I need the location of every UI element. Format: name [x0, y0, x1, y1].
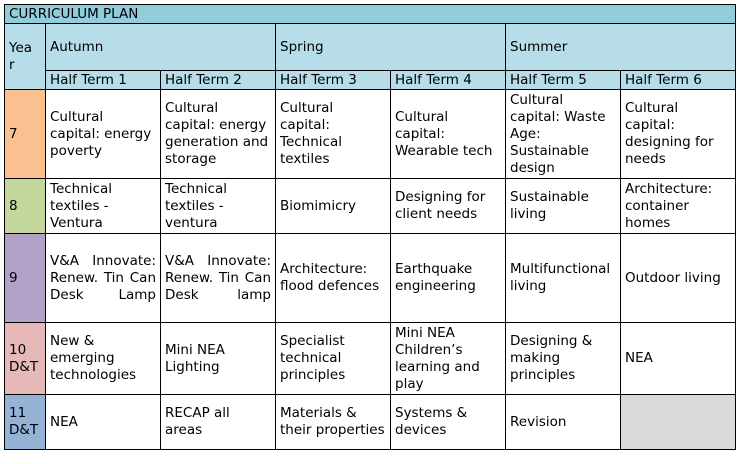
topic-cell: Biomimicry — [276, 179, 391, 234]
topic-cell: RECAP all areas — [161, 395, 276, 450]
year-cell: 10 D&T — [5, 323, 46, 395]
topic-cell: Materials & their properties — [276, 395, 391, 450]
topic-cell: Cultural capital: Wearable tech — [391, 90, 506, 179]
half-term-5: Half Term 5 — [506, 71, 621, 90]
topic-cell: Technical textiles - Ventura — [46, 179, 161, 234]
curriculum-plan-table — [4, 4, 736, 450]
table-row — [5, 179, 736, 234]
table-row — [5, 234, 736, 323]
half-term-2: Half Term 2 — [161, 71, 276, 90]
topic-cell: Technical textiles - ventura — [161, 179, 276, 234]
topic-cell: Sustainable living — [506, 179, 621, 234]
half-term-6: Half Term 6 — [621, 71, 736, 90]
topic-cell: Earthquake engineering — [391, 234, 506, 323]
topic-cell: Cultural capital: Waste Age: Sustainable design — [506, 90, 621, 179]
year-cell: 11 D&T — [5, 395, 46, 450]
table-title: CURRICULUM PLAN — [5, 5, 736, 24]
year-cell: 9 — [5, 234, 46, 323]
year-header: Yea r — [5, 24, 46, 90]
topic-cell: Cultural capital: energy poverty — [46, 90, 161, 179]
topic-cell: Multifunctional living — [506, 234, 621, 323]
year-cell: 7 — [5, 90, 46, 179]
table-row — [5, 395, 736, 450]
topic-cell: V&A Innovate: Renew. Tin Can Desk lamp — [161, 234, 276, 323]
year-cell: 8 — [5, 179, 46, 234]
topic-cell: Revision — [506, 395, 621, 450]
topic-cell: V&A Innovate: Renew. Tin Can Desk Lamp — [46, 234, 161, 323]
topic-cell: NEA — [46, 395, 161, 450]
season-summer: Summer — [506, 24, 736, 71]
topic-cell: New & emerging technologies — [46, 323, 161, 395]
topic-cell: Cultural capital: Technical textiles — [276, 90, 391, 179]
topic-cell: Mini NEA Children’s learning and play — [391, 323, 506, 395]
topic-cell: Designing for client needs — [391, 179, 506, 234]
half-term-1: Half Term 1 — [46, 71, 161, 90]
empty-cell — [621, 395, 736, 450]
topic-cell: Cultural capital: designing for needs — [621, 90, 736, 179]
topic-cell: NEA — [621, 323, 736, 395]
table-row — [5, 90, 736, 179]
topic-cell: Architecture: container homes — [621, 179, 736, 234]
season-spring: Spring — [276, 24, 506, 71]
topic-cell: Designing & making principles — [506, 323, 621, 395]
table-row — [5, 323, 736, 395]
season-autumn: Autumn — [46, 24, 276, 71]
topic-cell: Systems & devices — [391, 395, 506, 450]
half-term-4: Half Term 4 — [391, 71, 506, 90]
topic-cell: Mini NEA Lighting — [161, 323, 276, 395]
topic-cell: Outdoor living — [621, 234, 736, 323]
topic-cell: Architecture: flood defences — [276, 234, 391, 323]
topic-cell: Specialist technical principles — [276, 323, 391, 395]
half-term-3: Half Term 3 — [276, 71, 391, 90]
topic-cell: Cultural capital: energy generation and storage — [161, 90, 276, 179]
